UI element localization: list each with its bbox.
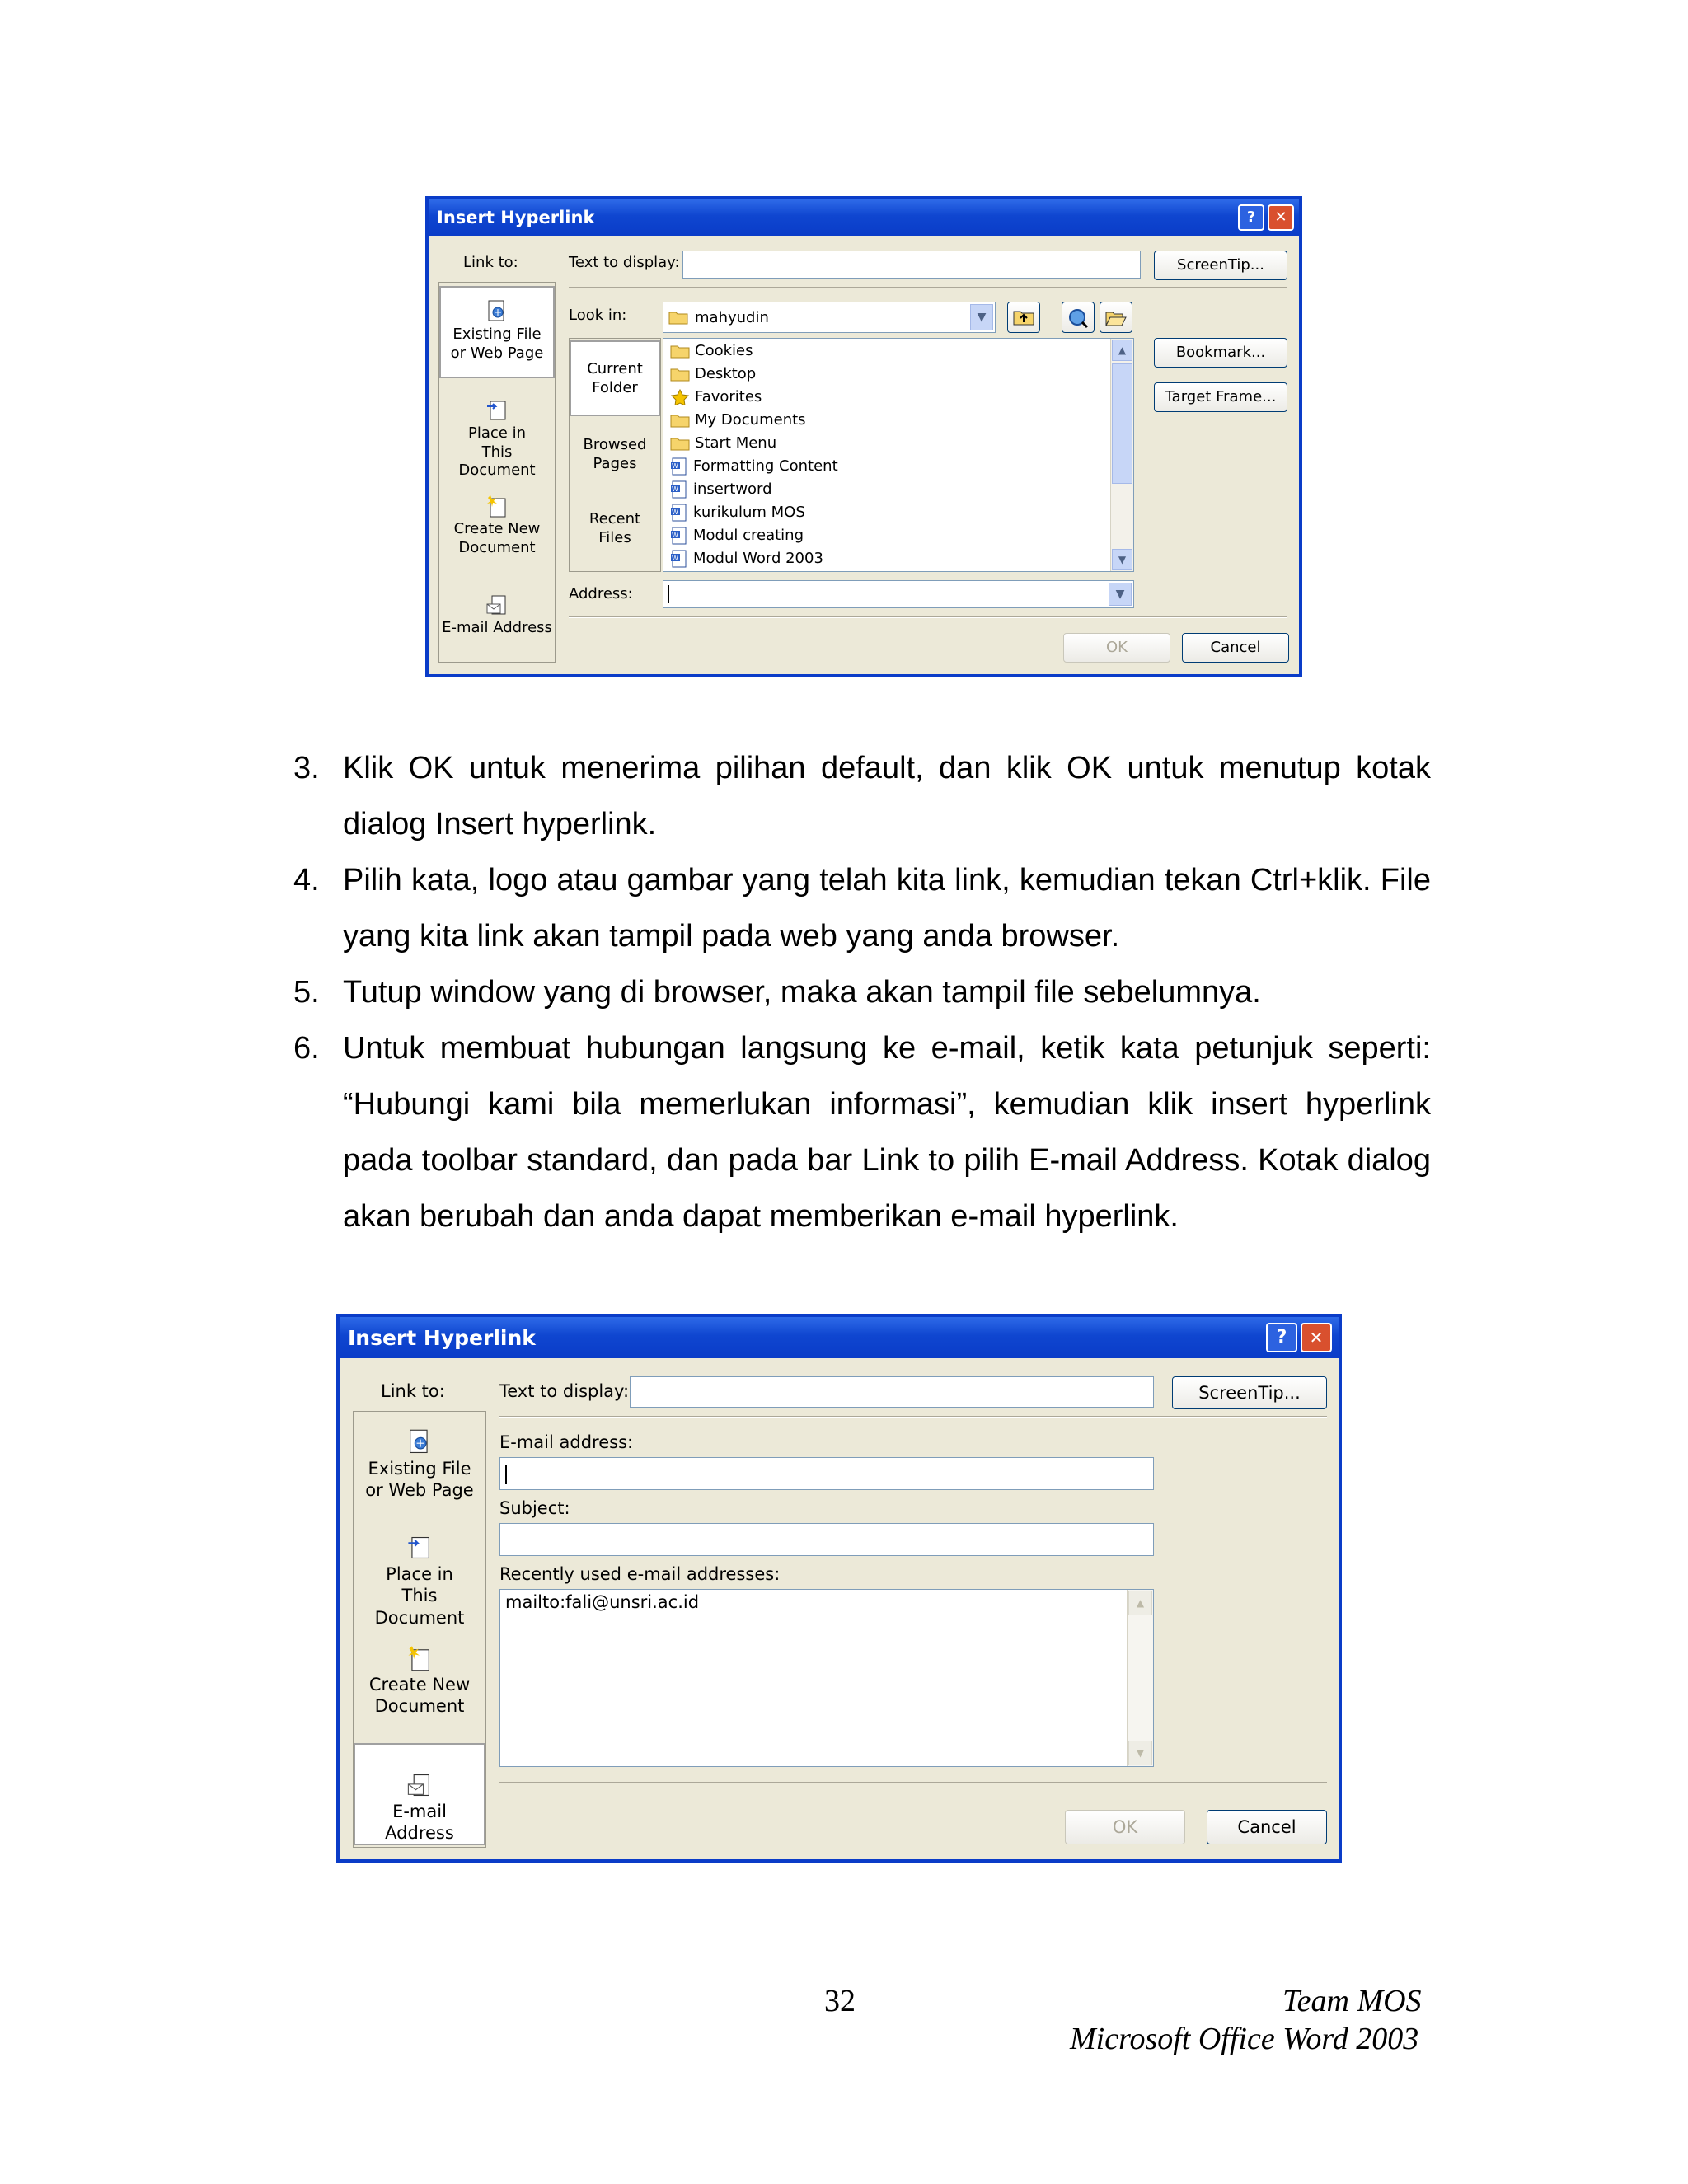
- file-list-item[interactable]: [670, 455, 838, 478]
- recent-addresses-label: Recently used e-mail addresses:: [499, 1564, 781, 1584]
- link-to-label: Link to:: [463, 254, 518, 271]
- dialog-2-top-separator: [499, 1416, 1327, 1418]
- file-name: Modul Word 2003: [693, 550, 823, 567]
- text-to-display-label: Text to display:: [569, 254, 680, 271]
- file-list-item[interactable]: [670, 386, 762, 409]
- scroll-down-icon[interactable]: ▼: [1128, 1741, 1152, 1765]
- ok-button[interactable]: OK: [1065, 1810, 1185, 1844]
- browse-tab-recent-files[interactable]: [570, 510, 660, 560]
- svg-text:W: W: [672, 485, 678, 493]
- folder-icon: [670, 344, 690, 359]
- instruction-list: [293, 740, 1431, 1248]
- file-list-item[interactable]: [670, 524, 804, 547]
- screentip-button[interactable]: ScreenTip...: [1154, 251, 1287, 280]
- dialog-1-top-separator: [569, 287, 1287, 288]
- list-text: Pilih kata, logo atau gambar yang telah kita link, kemudian tekan Ctrl+klik. File yang kita link akan tampil pada web yang anda browser.: [343, 863, 1431, 954]
- create-new-document-icon: [406, 1644, 433, 1672]
- browse-web-button[interactable]: [1062, 302, 1095, 333]
- close-button[interactable]: ✕: [1301, 1323, 1332, 1352]
- svg-text:W: W: [672, 509, 678, 516]
- help-button[interactable]: ?: [1266, 1323, 1297, 1352]
- cancel-button[interactable]: Cancel: [1182, 633, 1289, 663]
- recent-address-item[interactable]: mailto:fali@unsri.ac.id: [505, 1592, 700, 1612]
- list-text: Untuk membuat hubungan langsung ke e-mail, ketik kata petunjuk seperti: “Hubungi kami bila memerlukan informasi”, kemudian klik insert hyperlink pada toolbar standard, dan pada bar Link to pilih E-mail Address. Kotak dialog akan berubah dan anda dapat memberikan e-mail hyperlink.: [343, 1031, 1431, 1234]
- text-cursor: [505, 1465, 507, 1484]
- link-item-email-address[interactable]: [354, 1743, 485, 1845]
- link-item-existing-file[interactable]: [439, 286, 555, 378]
- footer-team: Team MOS: [1282, 1984, 1422, 2018]
- link-item-label: Create New Document: [368, 1675, 471, 1717]
- dialog-2-title: Insert Hyperlink: [348, 1326, 536, 1350]
- word-doc-icon: [670, 480, 688, 499]
- address-input[interactable]: [663, 580, 1134, 608]
- browse-tab-browsed-pages[interactable]: [570, 436, 660, 485]
- look-in-chevron-down-icon[interactable]: ▼: [970, 304, 993, 330]
- screentip-button[interactable]: ScreenTip...: [1172, 1376, 1327, 1409]
- browse-tab-label: Current Folder: [587, 360, 643, 396]
- link-item-label: E-mail Address: [385, 1802, 454, 1844]
- link-item-label: Place in This Document: [458, 424, 536, 479]
- email-address-icon: [485, 593, 509, 617]
- file-name: My Documents: [695, 411, 806, 429]
- file-name: Modul creating: [693, 527, 804, 544]
- dialog-1-title: Insert Hyperlink: [437, 208, 595, 227]
- recent-addresses-list[interactable]: [499, 1589, 1154, 1767]
- text-to-display-input[interactable]: [630, 1376, 1154, 1408]
- file-name: Desktop: [695, 365, 757, 382]
- file-list-item[interactable]: [670, 409, 806, 432]
- link-item-place-in-document[interactable]: [439, 398, 555, 480]
- address-chevron-down-icon[interactable]: ▼: [1109, 583, 1132, 606]
- bookmark-button[interactable]: Bookmark...: [1154, 338, 1287, 368]
- folder-icon: [668, 310, 688, 325]
- subject-input[interactable]: [499, 1523, 1154, 1556]
- up-one-folder-button[interactable]: [1007, 302, 1040, 333]
- look-in-value: mahyudin: [695, 309, 769, 326]
- list-text: Tutup window yang di browser, maka akan tampil file sebelumnya.: [343, 975, 1261, 1010]
- file-list-item[interactable]: [670, 478, 772, 501]
- look-in-label: Look in:: [569, 307, 627, 324]
- text-to-display-input[interactable]: [682, 251, 1141, 279]
- folder-icon: [670, 436, 690, 451]
- word-doc-icon: [670, 550, 688, 568]
- folder-icon: [670, 367, 690, 382]
- file-name: insertword: [693, 480, 772, 498]
- word-doc-icon: [670, 527, 688, 545]
- email-address-icon: [406, 1771, 433, 1799]
- scroll-up-icon[interactable]: ▲: [1128, 1591, 1152, 1615]
- link-item-place-in-document[interactable]: [354, 1534, 485, 1628]
- link-item-label: Create New Document: [453, 520, 541, 556]
- dialog-1-title-bar: [429, 199, 1299, 236]
- up-folder-icon: [1013, 309, 1034, 326]
- globe-search-icon: [1067, 307, 1089, 329]
- footer-product: Microsoft Office Word 2003: [1070, 2022, 1419, 2056]
- file-list[interactable]: [663, 338, 1134, 572]
- browse-tab-current-folder[interactable]: [570, 340, 660, 416]
- folder-icon: [670, 413, 690, 428]
- text-to-display-label: Text to display:: [499, 1381, 630, 1401]
- help-button[interactable]: ?: [1238, 204, 1264, 231]
- open-folder-icon: [1105, 309, 1127, 327]
- list-number: 6.: [293, 1031, 320, 1066]
- look-in-dropdown[interactable]: [663, 302, 996, 333]
- link-item-label: Existing File or Web Page: [450, 326, 544, 362]
- dialog-2-bottom-separator: [499, 1782, 1327, 1783]
- link-item-create-new-document[interactable]: [354, 1644, 485, 1727]
- scrollbar-thumb[interactable]: [1112, 363, 1132, 484]
- address-label: Address:: [569, 585, 633, 602]
- browse-tab-label: Browsed Pages: [583, 436, 647, 472]
- file-list-scrollbar[interactable]: [1110, 339, 1133, 571]
- scroll-down-icon[interactable]: ▼: [1112, 549, 1132, 570]
- close-button[interactable]: ✕: [1268, 204, 1294, 231]
- link-to-bar: [438, 282, 556, 663]
- svg-text:W: W: [672, 462, 678, 470]
- browse-tabs-bar: [569, 338, 661, 572]
- link-to-bar: [353, 1411, 486, 1848]
- link-item-create-new-document[interactable]: [439, 494, 555, 576]
- svg-text:W: W: [672, 555, 678, 562]
- insert-hyperlink-dialog-2: [336, 1314, 1342, 1863]
- cancel-button[interactable]: Cancel: [1207, 1810, 1327, 1844]
- dialog-1-bottom-separator: [569, 616, 1287, 618]
- link-item-label: Place in This Document: [374, 1564, 465, 1628]
- link-item-label: Existing File or Web Page: [365, 1459, 474, 1501]
- existing-file-icon: [406, 1428, 433, 1456]
- scroll-up-icon[interactable]: ▲: [1112, 340, 1132, 361]
- file-name: Formatting Content: [693, 457, 838, 475]
- existing-file-icon: [485, 299, 509, 324]
- list-text: Klik OK untuk menerima pilihan default, dan klik OK untuk menutup kotak dialog Insert hyperlink.: [343, 751, 1431, 841]
- place-in-document-icon: [406, 1534, 433, 1562]
- file-list-item[interactable]: [670, 363, 756, 386]
- dialog-2-title-bar: [340, 1317, 1339, 1358]
- place-in-document-icon: [485, 398, 509, 423]
- insert-hyperlink-dialog-1: [425, 196, 1302, 677]
- browse-file-button[interactable]: [1100, 302, 1132, 333]
- recent-list-scrollbar[interactable]: [1127, 1590, 1153, 1766]
- file-name: Start Menu: [695, 434, 777, 452]
- create-new-document-icon: [485, 494, 509, 518]
- email-address-input[interactable]: [499, 1457, 1154, 1490]
- list-number: 5.: [293, 975, 320, 1010]
- star-icon: [670, 389, 690, 405]
- file-name: Cookies: [695, 342, 753, 359]
- file-list-item[interactable]: [670, 432, 776, 455]
- email-address-label: E-mail address:: [499, 1432, 634, 1452]
- word-doc-icon: [670, 504, 688, 522]
- browse-tab-label: Recent Files: [588, 510, 641, 546]
- link-to-label: Link to:: [381, 1381, 445, 1401]
- file-list-item[interactable]: [670, 547, 823, 570]
- link-item-label: E-mail Address: [442, 619, 552, 636]
- list-number: 4.: [293, 863, 320, 898]
- ok-button[interactable]: OK: [1063, 633, 1170, 663]
- file-list-item[interactable]: [670, 340, 753, 363]
- list-number: 3.: [293, 751, 320, 785]
- file-name: Favorites: [695, 388, 762, 405]
- file-name: kurikulum MOS: [693, 504, 805, 521]
- link-item-existing-file[interactable]: [354, 1428, 485, 1511]
- file-list-item[interactable]: [670, 501, 805, 524]
- svg-text:W: W: [672, 532, 678, 539]
- text-cursor: [668, 585, 669, 603]
- word-doc-icon: [670, 457, 688, 476]
- subject-label: Subject:: [499, 1498, 570, 1518]
- link-item-email-address[interactable]: [439, 593, 555, 658]
- page-number: 32: [824, 1984, 856, 2018]
- target-frame-button[interactable]: Target Frame...: [1154, 382, 1287, 412]
